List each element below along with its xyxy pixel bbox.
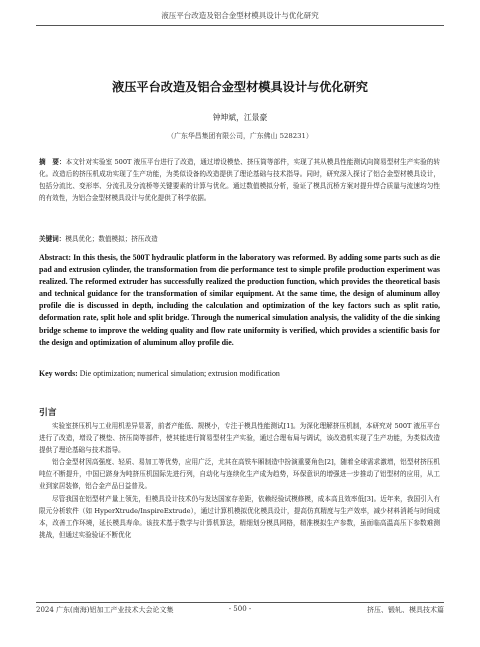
abstract-en-text: In this thesis, the 500T hydraulic platform in the laboratory was reformed. By adding some parts such as die pad and extrusion cylinder, the transformation from die performance test to simple profile production experiment was realized. The reformed extruder has successfully realized the production function, which provides the theoretical basis and technical guidance for the transformation of similar equipment. At the same time, the design of aluminum alloy profile die is discussed in depth, including the calculation and optimization of the key factors such as split ratio, deformation rate, split hole and split bridge. Through the numerical simulation analysis, the validity of the die sinking bridge scheme to improve the welding quality and flow rate uniformity is verified, which provides a scientific basis for the design and optimization of aluminum alloy profile die.: [39, 253, 440, 347]
keywords-cn-text: 模具优化；数值模拟；挤压改造: [65, 235, 158, 243]
abstract-cn-text: 本文针对实验室 500T 液压平台进行了改造，通过增设模垫、挤压筒等部件，实现了其从模具性能测试向简易型材生产实验的转化。改造后的挤压机成功实现了生产功能，为类似设备的改造提供了理论基础与技术指导。同时，研究深入探讨了铝合金型材模具设计，包括分流比、变形率、分流孔及分流桥等关键要素的计算与优化。通过数值模拟分析，验证了模具沉桥方案对提升焊合质量与流速均匀性的有效性，为铝合金型材模具设计与优化提供了科学依据。: [39, 158, 440, 203]
keywords-cn: [39, 233, 440, 243]
intro-body: [39, 420, 440, 541]
abstract-en-label: Abstract:: [39, 253, 71, 262]
section-heading-intro: 引言: [39, 408, 57, 418]
header-divider: [36, 25, 444, 26]
running-header: 液压平台改造及铝合金型材模具设计与优化研究: [161, 11, 319, 20]
footer-divider: [36, 602, 444, 603]
abstract-en: [39, 252, 440, 349]
abstract-cn-label: 摘 要：: [39, 158, 66, 166]
footer-section: 挤压、锻轧、模具技术篇: [367, 606, 444, 614]
page-number: - 500 -: [228, 605, 252, 613]
footer-proceedings: 2024 广东(南海)铝加工产业技术大会论文集: [36, 606, 174, 614]
paper-authors: 钟坤斌，江景豪: [212, 113, 268, 122]
keywords-cn-label: 关键词：: [39, 235, 66, 243]
abstract-cn: [39, 156, 440, 204]
keywords-en-text: Die optimization; numerical simulation; extrusion modification: [77, 369, 280, 378]
intro-paragraph: 铝合金型材因高强度、轻质、易加工等优势，应用广泛，尤其在高铁车厢制造中扮演重要角色[2]，随着全球需求激增，铝型材挤压机吨位不断提升，中国已跻身为吨挤压机国际先进行列，自动化与连续化生产成为趋势，环保意识的增强进一步推动了铝型材的应用，从工业到家居装修，铝合金产品日益普及。: [39, 458, 440, 491]
keywords-en-label: Key words:: [39, 369, 78, 378]
paper-affiliation: （广东华昌集团有限公司，广东佛山 528231）: [167, 132, 313, 140]
intro-paragraph: 实验室挤压机与工业用机差异显著，前者产能低、规模小，专注于模具性能测试[1]。为深化理解挤压机制，本研究对 500T 液压平台进行了改造，增设了模垫、挤压筒等部件，使其能进行简易型材生产实验，通过合理布局与调试，该改造机实现了生产功能，为类似改造提供了理论基础与技术指导。: [39, 422, 440, 455]
keywords-en: [39, 369, 440, 378]
intro-paragraph: 尽管我国在铝型材产量上领先，但模具设计技术仍与发达国家存差距，依赖经验试模修模，成本高且效率低[3]。近年来，我国引入有限元分析软件（如 HyperXtrude/InspireExtrude），通过计算机模拟优化模具设计，提高仿真精度与生产效率，减少材料消耗与时间成本，改善工作环境，延长模具寿命。该技术基于数学与计算机算法，精细划分模具网格，精准模拟生产参数，虽面临高温高压下参数难测挑战，但通过实验验证不断优化: [39, 494, 440, 539]
paper-title: 液压平台改造及铝合金型材模具设计与优化研究: [112, 80, 368, 94]
